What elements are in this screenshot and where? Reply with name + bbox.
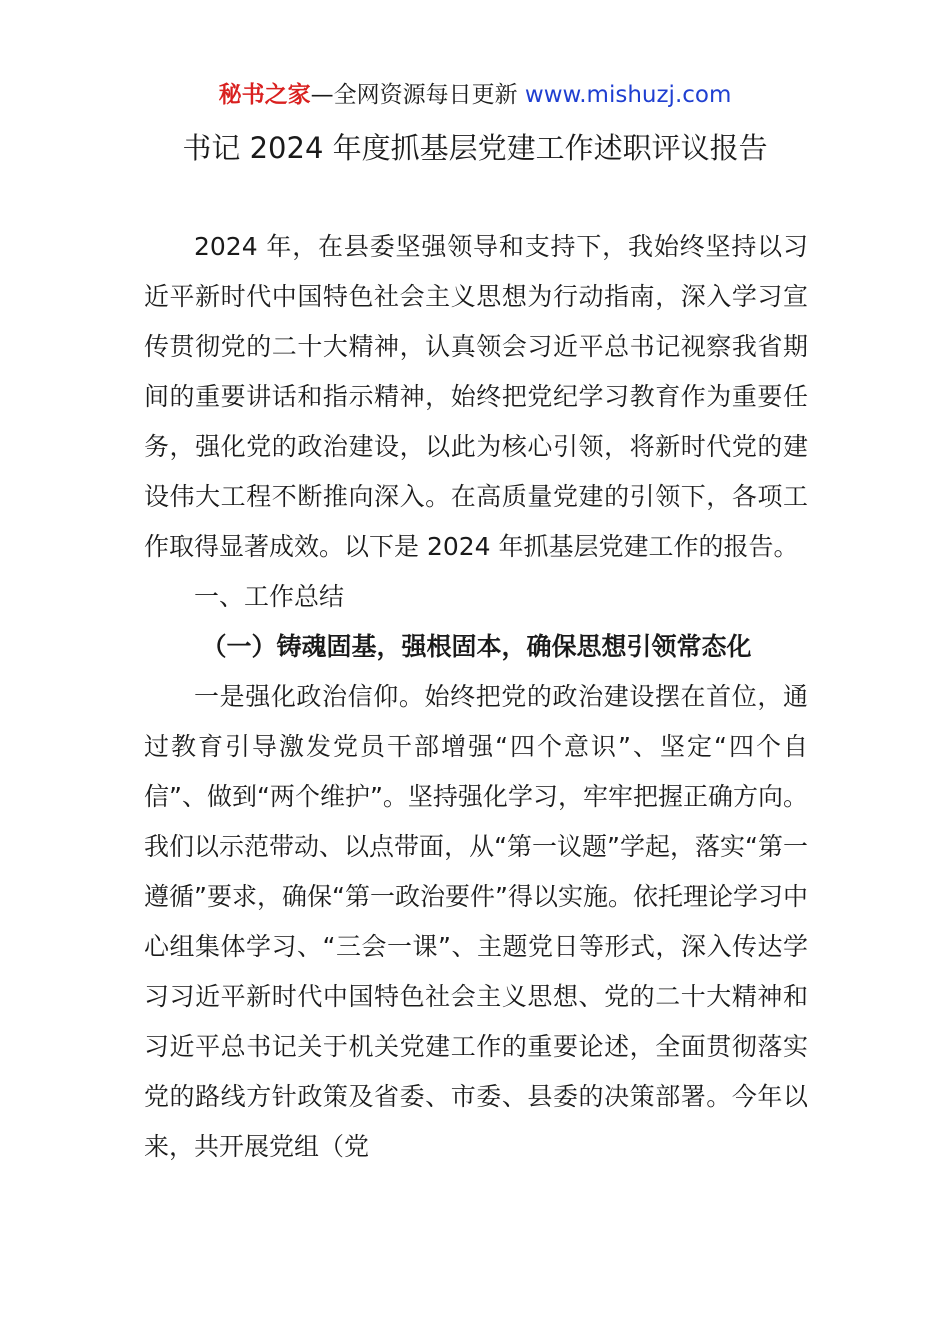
- section-heading: 一、工作总结: [194, 582, 345, 611]
- intro-paragraph: 2024 年，在县委坚强领导和支持下，我始终坚持以习近平新时代中国特色社会主义思想为行动指南，深入学习宣传贯彻党的二十大精神，认真领会习近平总书记视察我省期间的重要讲话和指示精神，始终把党纪学习教育作为重要任务，强化党的政治建设，以此为核心引领，将新时代党的建设伟大工程不断推向深入。在高质量党建的引领下，各项工作取得显著成效。以下是 2024 年抓基层党建工作的报告。: [144, 232, 808, 561]
- subsection-heading: （一）铸魂固基，强根固本，确保思想引领常态化: [201, 632, 752, 661]
- site-header: [0, 78, 950, 112]
- brand-name: 秘书之家: [218, 82, 311, 108]
- body-paragraph: 一是强化政治信仰。始终把党的政治建设摆在首位，通过教育引导激发党员干部增强“四个意识”、坚定“四个自信”、做到“两个维护”。坚持强化学习，牢牢把握正确方向。我们以示范带动、以点带面，从“第一议题”学起，落实“第一遵循”要求，确保“第一政治要件”得以实施。依托理论学习中心组集体学习、“三会一课”、主题党日等形式，深入传达学习习近平新时代中国特色社会主义思想、党的二十大精神和习近平总书记关于机关党建工作的重要论述，全面贯彻落实党的路线方针政策及省委、市委、县委的决策部署。今年以来，共开展党组（党: [144, 682, 808, 1161]
- header-tagline: —全网资源每日更新: [310, 82, 525, 108]
- site-url-link[interactable]: www.mishuzj.com: [524, 82, 732, 108]
- document-title: 书记 2024 年度抓基层党建工作述职评议报告: [182, 131, 768, 165]
- document-body: [144, 222, 808, 1172]
